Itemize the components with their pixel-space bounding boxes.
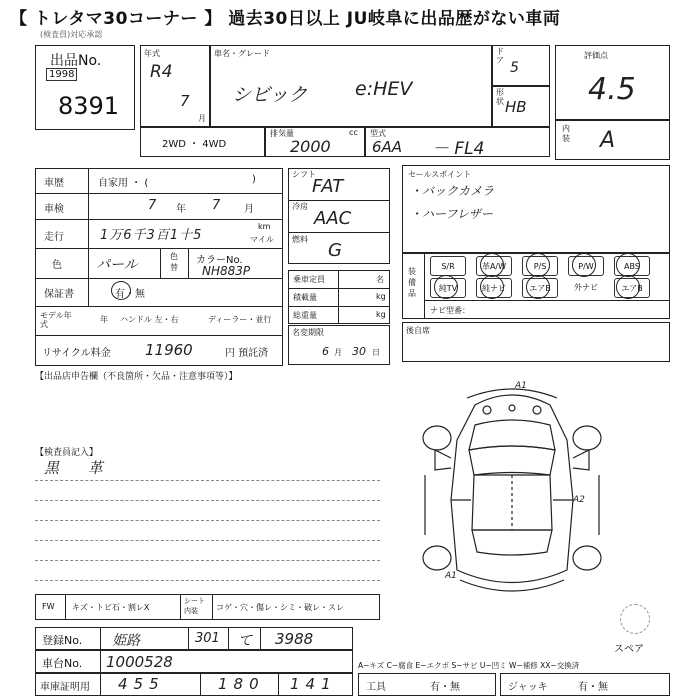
rear-seat-label: 後自席 [406,326,430,335]
deadline-day: 30 [352,345,366,358]
equipment-label: 装備品 [408,267,416,298]
chassis-label: 車台No. [42,657,83,670]
recycle-unit: 円 預託済 [225,348,269,359]
weight-label: 総重量 [293,311,317,320]
equipment-tv: 純TV [430,278,466,298]
equipment-navi: 純ナビ [476,278,512,298]
equipment-airbag: エアB [522,278,558,298]
fuel-label: 燃料 [292,235,308,244]
doors-label: ドア [496,47,504,65]
type-label: 型式 [370,129,386,138]
rear-seat-box [402,322,670,362]
weight-unit: kg [376,310,386,319]
equipment-circle [480,275,504,299]
displacement-value: 2000 [290,137,331,156]
load-label: 積載量 [293,293,317,302]
header-note: (検査員)対応承認 [40,30,103,39]
equipment-circle [616,275,640,299]
notes-title: 【出品店申告欄（不良箇所・欠品・注意事項等）】 [35,372,238,382]
equipment-circle [572,253,596,277]
year-month: 7 [180,92,190,110]
equipment-circle [526,253,550,277]
shape-label: 形状 [496,88,504,106]
deadline-day-unit: 日 [372,348,380,357]
displacement-unit: cc [349,128,358,137]
shift-label: シフト [292,170,316,179]
score-value: 4.5 [588,72,636,107]
model-grade: e:HEV [355,78,413,100]
warranty-selected-circle [111,281,131,300]
equipment-sr: S/R [430,256,466,276]
tools-value: 有・無 [430,682,460,693]
deadline-month: 6 [322,345,329,358]
equipment-ext-navi: 外ナビ [574,283,598,292]
color-value: パール [96,257,138,273]
history-close: ) [252,174,256,185]
shift-value: FAT [312,176,344,197]
car-diagram [405,380,620,610]
mileage-value: 1万6千3百1十5 [100,228,203,243]
lot-number: 8391 [58,92,120,120]
fuel-value: G [328,240,342,261]
equipment-circle [526,275,550,299]
equipment-abs: ABS [614,256,650,276]
registration-class: 301 [195,631,220,646]
color-label: 色 [52,260,62,271]
inspection-year-unit: 年 [176,204,186,215]
recycle-label: リサイクル料金 [42,348,111,359]
model-year-unit: 年 [100,315,108,324]
cert-label: 車庫証明用 [40,682,90,693]
interior-value: A [600,128,616,153]
lot-sub-number: 1998 [46,68,77,81]
color-change-label: 色替 [170,252,178,272]
damage-mark-rear: A1 [445,571,457,581]
capacity-label: 乗車定員 [293,275,325,284]
jack-value: 有・無 [578,682,608,693]
registration-number: 3988 [275,630,314,648]
equipment-pw: P/W [568,256,604,276]
type-prefix: 6AA [372,138,403,156]
mileage-unit-mile: マイル [250,235,274,244]
warranty-value: 有・無 [115,289,145,300]
mileage-unit-km: km [258,222,271,231]
displacement-label: 排気量 [270,129,294,138]
inspector-note: 黒 革 [44,459,115,477]
spare-tire-circle [620,604,650,634]
chassis-value: 1000528 [106,653,173,671]
spare-label: スペア [614,644,644,655]
sales-point-item: ・ハーフレザー [410,207,493,221]
model-year-label: モデル年式 [40,311,72,329]
lot-label: 出品No. [50,53,102,69]
ac-value: AAC [314,208,352,229]
equipment-circle [434,275,458,299]
year-month-unit: 月 [198,114,206,123]
equipment-circle [480,253,504,277]
inspection-month-unit: 月 [244,204,254,215]
seat-label: シート内装 [184,597,205,615]
navi-model-label: ナビ型番： [430,306,470,315]
handle-label: ハンドル 左・右 [120,315,179,324]
dealer-label: ディーラー・並行 [208,315,272,324]
history-value: 自家用 ・ ( [98,178,149,189]
color-code: NH883P [202,264,251,278]
capacity-unit: 名 [376,275,384,284]
deadline-label: 名変期限 [292,328,324,337]
registration-kana: て [238,633,252,649]
score-label: 評価点 [584,51,608,60]
color-code-label: カラーNo. [196,255,243,266]
type-code: － FL4 [432,139,485,159]
inspection-month: 7 [212,198,221,213]
drive-value: 2WD ・ 4WD [162,139,227,150]
seat-items: コゲ・穴・傷レ・シミ・破レ・スレ [216,603,344,612]
damage-mark-front: A1 [515,381,527,391]
equipment-airbag-2: エアB [614,278,650,298]
equipment-circle [616,253,640,277]
interior-label: 内装 [562,124,570,143]
fw-items: キズ・トビ石・割レX [72,603,150,612]
year-era: R4 [150,62,173,82]
damage-mark-side: A2 [573,495,585,505]
fw-label: FW [42,602,55,611]
tools-label: 工具 [366,682,386,693]
history-label: 車歴 [44,178,64,189]
inspector-title: 【検査員記入】 [35,448,99,458]
equipment-aw: 革A/W [476,256,512,276]
load-unit: kg [376,292,386,301]
inspection-year: 7 [148,198,157,213]
year-label: 年式 [144,49,160,58]
equipment-ps: P/S [522,256,558,276]
cert-b: 180 [218,675,265,693]
ac-label: 冷房 [292,202,308,211]
sales-points-label: セールスポイント [408,170,472,179]
cert-c: 141 [290,675,337,693]
sales-point-item: ・バックカメラ [410,184,495,198]
registration-label: 登録No. [42,634,83,647]
model-name: シビック [232,84,308,106]
cert-a: 455 [118,675,165,693]
inspection-label: 車検 [44,204,64,215]
page-banner: 【 トレタマ30コーナー 】 過去30日以上 JU岐阜に出品歴がない車両 [10,9,561,29]
doors-value: 5 [510,60,519,76]
model-label: 車名・グレード [214,49,270,58]
jack-label: ジャッキ [508,682,548,693]
shape-value: HB [505,98,527,116]
chassis-box [35,650,353,673]
deadline-month-unit: 月 [334,348,342,357]
mileage-label: 走行 [44,232,64,243]
warranty-label: 保証書 [44,289,74,300]
registration-city: 姫路 [112,633,140,649]
recycle-value: 11960 [145,341,193,359]
damage-legend: A−キズ C−腐食 E−エクボ S−サビ U−凹ミ W−補修 XX−交換済 [358,661,580,670]
